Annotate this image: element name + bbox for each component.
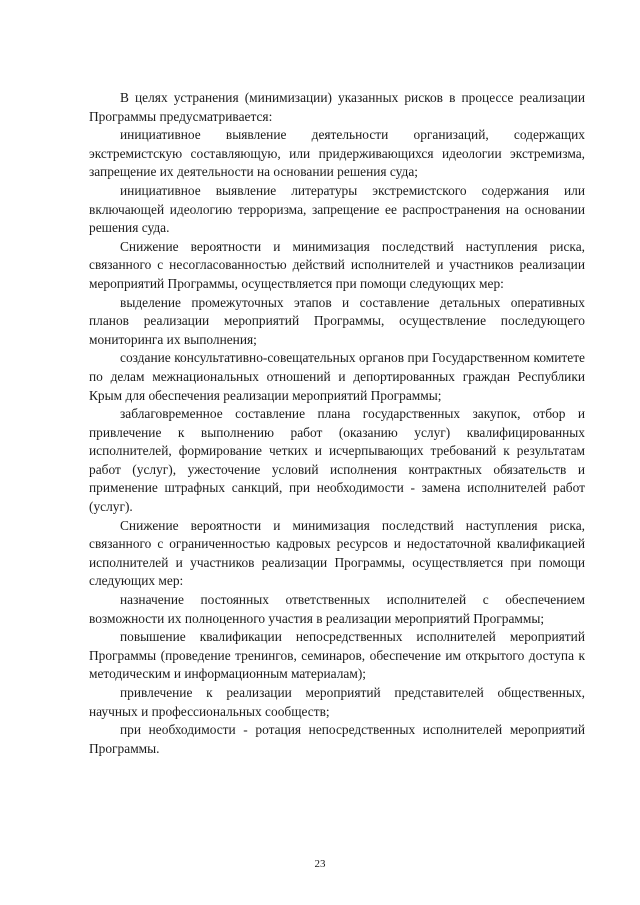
paragraph-measure-responsible: назначение постоянных ответственных исполнителей с обеспечением возможности их полноценного участия в реализации мероприятий Программы; xyxy=(89,592,585,626)
document-body xyxy=(89,89,585,758)
paragraph-measure-training: повышение квалификации непосредственных исполнителей мероприятий Программы (проведение тренингов, семинаров, обеспечение им открытого доступа к методическим и информационным материалам); xyxy=(89,629,585,682)
paragraph-measure-procurement: заблаговременное составление плана государственных закупок, отбор и привлечение к выполнению работ (оказанию услуг) квалифицированных исполнителей, формирование четких и исчерпывающих требований к результатам работ (услуг), ужесточение условий исполнения контрактных обязательств и применение штрафных санкций, при необходимости - замена исполнителей работ (услуг). xyxy=(89,406,585,515)
paragraph-staffing-risk: Снижение вероятности и минимизация последствий наступления риска, связанного с ограниченностью кадровых ресурсов и недостаточной квалификацией исполнителей и участников реализации Программы, осуществляется при помощи следующих мер: xyxy=(89,517,585,589)
paragraph-measure-organizations: инициативное выявление деятельности организаций, содержащих экстремистскую составляющую, или придерживающихся идеологии экстремизма, запрещение их деятельности на основании решения суда; xyxy=(89,127,585,180)
paragraph-intro: В целях устранения (минимизации) указанных рисков в процессе реализации Программы предусматривается: xyxy=(89,90,585,124)
paragraph-measure-stages: выделение промежуточных этапов и составление детальных оперативных планов реализации мероприятий Программы, осуществление последующего мониторинга их выполнения; xyxy=(89,294,585,347)
page-number: 23 xyxy=(314,858,326,870)
paragraph-measure-rotation: при необходимости - ротация непосредственных исполнителей мероприятий Программы. xyxy=(89,722,585,756)
paragraph-measure-literature: инициативное выявление литературы экстремистского содержания или включающей идеологию терроризма, запрещение ее распространения на основании решения суда. xyxy=(89,182,585,236)
paragraph-coordination-risk: Снижение вероятности и минимизация последствий наступления риска, связанного с несогласованностью действий исполнителей и участников реализации мероприятий Программы, осуществляется при помощи следующих мер: xyxy=(89,238,585,291)
paragraph-measure-advisory-bodies: создание консультативно-совещательных органов при Государственном комитете по делам межнациональных отношений и депортированных граждан Республики Крым для обеспечения реализации мероприятий Программы; xyxy=(89,350,585,403)
paragraph-measure-communities: привлечение к реализации мероприятий представителей общественных, научных и профессиональных сообществ; xyxy=(89,685,585,719)
